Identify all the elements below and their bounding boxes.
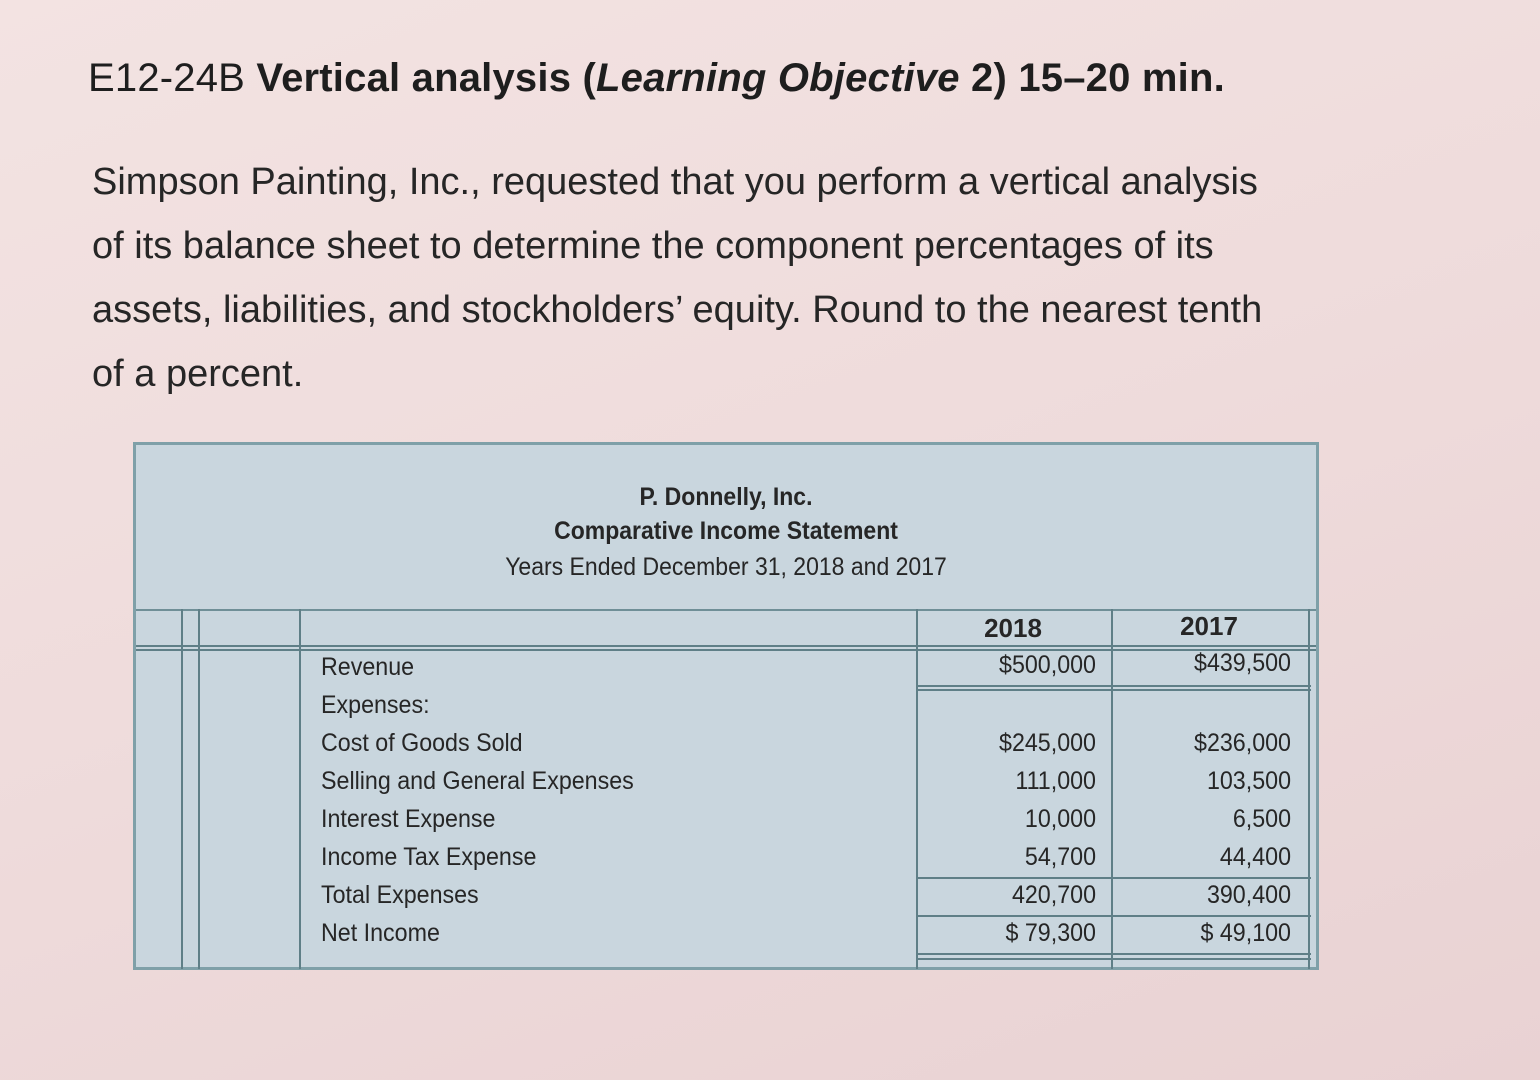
grid-line (916, 958, 1311, 960)
exercise-code: E12-24B (88, 56, 246, 100)
statement-company: P. Donnelly, Inc. (639, 483, 813, 511)
row-label-net-income: Net Income (321, 919, 440, 947)
grid-line (916, 953, 1311, 955)
grid-line (916, 877, 1311, 879)
column-header-2018: 2018 (984, 613, 1042, 643)
value-2018-income-tax: 54,700 (1024, 843, 1096, 871)
grid-line (299, 609, 301, 969)
value-2018-interest-expense: 10,000 (1024, 805, 1096, 833)
row-label-expenses: Expenses: (321, 691, 430, 719)
row-label-interest-expense: Interest Expense (321, 805, 496, 833)
row-label-total-expenses: Total Expenses (321, 881, 479, 909)
grid-line (916, 915, 1311, 917)
row-label-cost-of-goods-sold: Cost of Goods Sold (321, 729, 523, 757)
value-2018-cost-of-goods-sold: $245,000 (999, 729, 1096, 757)
exercise-title: Vertical analysis (256, 56, 572, 100)
objective-label: Learning Objective (596, 56, 960, 100)
statement-header (136, 445, 1316, 611)
problem-instructions (92, 150, 1372, 406)
value-2018-selling-general: 111,000 (1015, 767, 1096, 795)
instruction-line: of its balance sheet to determine the component percentages of its (92, 225, 1214, 267)
grid-line (181, 609, 183, 969)
grid-line (916, 689, 1311, 691)
value-2017-net-income: $ 49,100 (1200, 919, 1291, 947)
value-2017-interest-expense: 6,500 (1232, 805, 1291, 833)
value-2017-selling-general: 103,500 (1206, 767, 1291, 795)
value-2018-total-expenses: 420,700 (1011, 881, 1096, 909)
exercise-heading (88, 56, 1225, 101)
statement-period: Years Ended December 31, 2018 and 2017 (505, 553, 947, 581)
objective-close: 2) (971, 56, 1007, 100)
value-2018-revenue: $500,000 (999, 651, 1096, 679)
column-header-2017: 2017 (1180, 611, 1238, 641)
exercise-duration: 15–20 min. (1018, 56, 1225, 100)
value-2017-income-tax: 44,400 (1219, 843, 1291, 871)
instruction-line: of a percent. (92, 353, 304, 395)
value-2017-total-expenses: 390,400 (1206, 881, 1291, 909)
grid-line (198, 609, 200, 969)
statement-title: Comparative Income Statement (554, 517, 898, 545)
instruction-line: assets, liabilities, and stockholders’ equity. Round to the nearest tenth (92, 289, 1263, 331)
grid-line (136, 645, 1316, 647)
value-2017-cost-of-goods-sold: $236,000 (1194, 729, 1291, 757)
income-statement-table (133, 442, 1319, 970)
objective-open: ( (582, 56, 596, 100)
row-label-income-tax: Income Tax Expense (321, 843, 537, 871)
grid-line (916, 685, 1311, 687)
value-2017-revenue: $439,500 (1194, 649, 1291, 677)
row-label-selling-general: Selling and General Expenses (321, 767, 634, 795)
instruction-line: Simpson Painting, Inc., requested that you perform a vertical analysis (92, 161, 1258, 203)
row-label-revenue: Revenue (321, 653, 415, 681)
value-2018-net-income: $ 79,300 (1005, 919, 1096, 947)
